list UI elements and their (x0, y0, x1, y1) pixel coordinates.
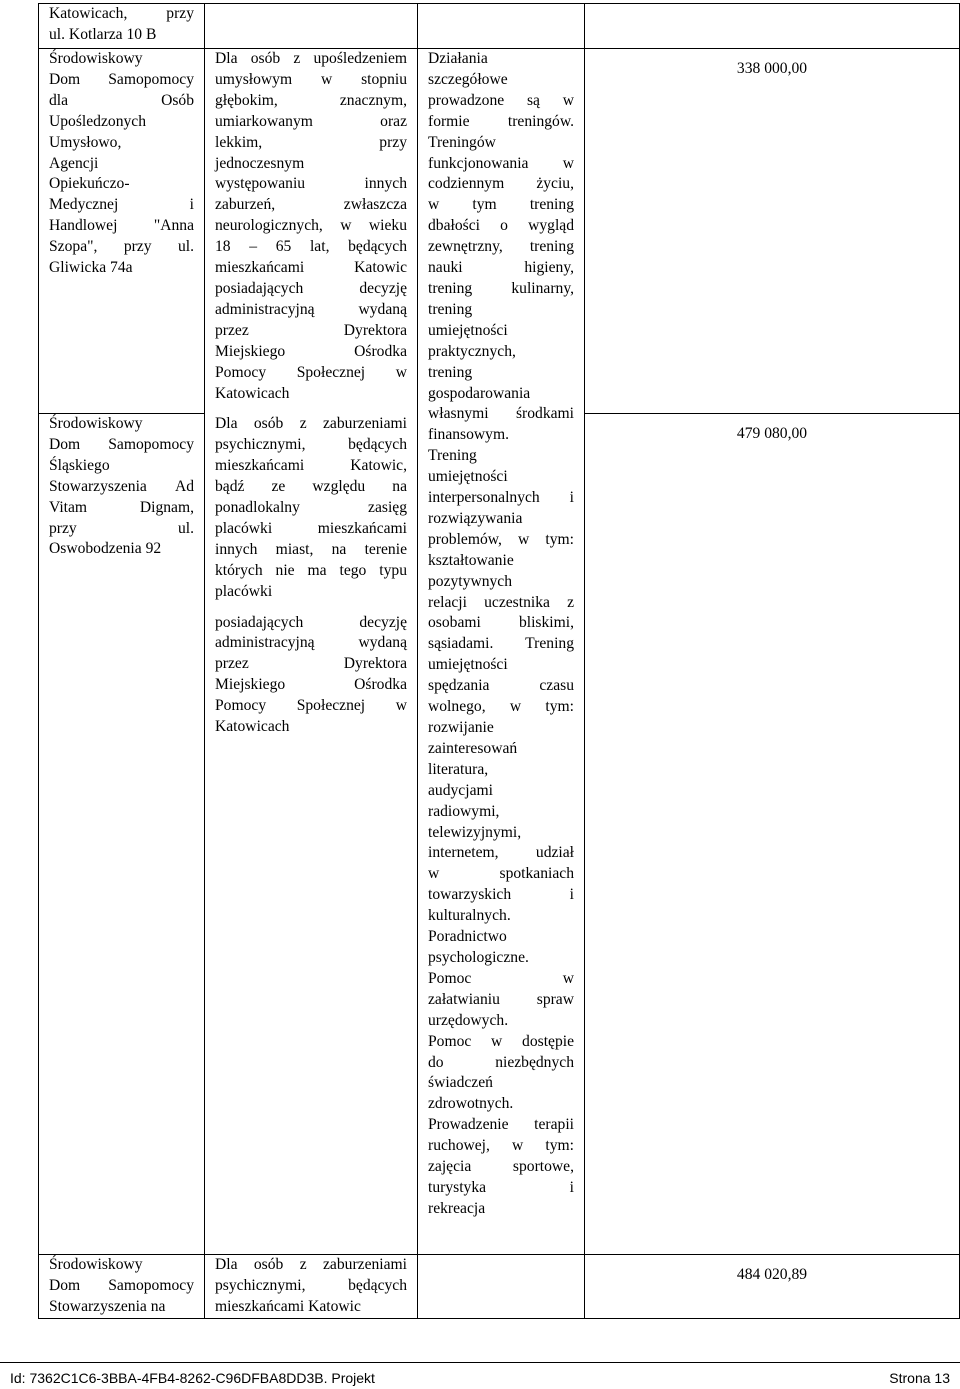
text-line: funkcjonowania w (428, 154, 574, 172)
text-line: Handlowej "Anna (49, 217, 194, 235)
text-line: urzędowych. (428, 1011, 509, 1029)
text-line: posiadających decyzję (215, 279, 407, 297)
table-row (39, 1255, 960, 1319)
activities-cell (418, 4, 585, 49)
text-line: zdrowotnych. (428, 1095, 514, 1113)
text-line: świadczeń (428, 1074, 493, 1092)
text-line: umiejętności (428, 321, 508, 339)
text-line: formie treningów. (428, 112, 574, 130)
text-line: Vitam Dignam, (49, 498, 194, 516)
amount-cell (585, 414, 960, 1255)
facility-cell (39, 414, 205, 1255)
text-line: Poradnictwo (428, 928, 507, 946)
text-line: Szopa", przy ul. (49, 238, 194, 256)
text-line: Środowiskowy (49, 1256, 143, 1273)
text-line: osobami bliskimi, (428, 614, 574, 632)
text-line: radiowymi, (428, 802, 500, 820)
text-line: prowadzone są w (428, 91, 574, 109)
text-line: Dla osób z upośledzeniem (215, 50, 407, 67)
text-line: ruchowej, w tym: (428, 1137, 574, 1155)
table-row (39, 4, 960, 49)
document-id: Id: 7362C1C6-3BBA-4FB4-8262-C96DFBA8DD3B. Projekt (10, 1370, 375, 1386)
text-line: rekreacja (428, 1199, 486, 1217)
activities-cell (418, 49, 585, 1255)
text-line: gospodarowania (428, 384, 531, 402)
text-line: Oswobodzenia 92 (49, 540, 162, 558)
text-line: w spotkaniach (428, 865, 574, 883)
text-line: umysłowym w stopniu (215, 70, 407, 88)
text-line: administracyjną wydaną (215, 300, 407, 318)
text-line: trening (428, 363, 473, 381)
text-line: Dom Samopomocy (49, 70, 194, 88)
text-line: załatwianiu spraw (428, 990, 574, 1008)
text-line: Dla osób z zaburzeniami (215, 415, 407, 433)
text-line: posiadających decyzję (215, 613, 407, 631)
text-line: Miejskiego Ośrodka (215, 676, 407, 694)
text-line: Miejskiego Ośrodka (215, 342, 407, 360)
text-line: mieszkańcami Katowic (215, 1297, 361, 1315)
text-line: dla Osób (49, 91, 194, 109)
text-line: turystyka i (428, 1178, 574, 1196)
beneficiary-cell (205, 1255, 418, 1319)
text-line: interpersonalnych i (428, 489, 574, 507)
text-line: Pomocy Społecznej w (215, 697, 407, 715)
text-line: Stowarzyszenia na (49, 1297, 166, 1315)
text-line: Dom Samopomocy (49, 1276, 194, 1294)
text-line: Dom Samopomocy (49, 435, 194, 453)
text-line: Dla osób z zaburzeniami (215, 1256, 407, 1273)
text-line: Katowicach, przy (49, 5, 194, 22)
text-line: telewizyjnymi, (428, 823, 522, 841)
text-line: Katowicach (215, 384, 290, 402)
text-line: mieszkańcami Katowic (215, 259, 407, 277)
text-line: umiarkowanym oraz (215, 112, 407, 130)
text-line: Medycznej i (49, 196, 194, 214)
text-line: jednoczesnym (215, 154, 305, 172)
amount-value: 479 080,00 (736, 425, 808, 442)
amount-cell (585, 49, 960, 414)
text-line: dbałości o wygląd (428, 217, 574, 235)
text-line: ponadlokalny zasięg (215, 499, 407, 517)
text-line: Pomocy Społecznej w (215, 363, 407, 381)
text-line: bądź ze względu na (215, 478, 407, 496)
services-table (38, 3, 960, 1319)
page-footer (0, 1366, 960, 1386)
text-line: placówki (215, 582, 273, 600)
text-line: własnymi środkami (428, 405, 574, 423)
text-line: występowaniu innych (215, 175, 407, 193)
text-line: codziennym życiu, (428, 175, 574, 193)
text-line: przez Dyrektora (215, 321, 407, 339)
text-line: administracyjną wydaną (215, 634, 407, 652)
text-line: psychicznymi, będących (215, 436, 407, 454)
text-line: innych miast, na terenie (215, 540, 407, 558)
text-line: głębokim, znacznym, (215, 91, 407, 109)
text-line: trening (428, 300, 473, 318)
text-line: Treningów (428, 133, 496, 151)
text-line: umiejętności (428, 468, 508, 486)
text-line: szczegółowe (428, 70, 508, 88)
amount-cell (585, 1255, 960, 1319)
text-line: przy ul. (49, 519, 194, 537)
text-line: Środowiskowy (49, 415, 143, 432)
text-line: psychologiczne. (428, 948, 529, 966)
text-line: zewnętrzny, trening (428, 238, 574, 256)
text-line: do niezbędnych (428, 1053, 574, 1071)
table-row (39, 49, 960, 414)
facility-cell (39, 49, 205, 414)
amount-value: 338 000,00 (736, 60, 808, 77)
text-line: internetem, udział (428, 844, 574, 862)
text-line: Katowicach (215, 718, 290, 736)
facility-cell (39, 1255, 205, 1319)
text-line: nauki higieny, (428, 259, 574, 277)
page-number: Strona 13 (889, 1370, 950, 1386)
text-line: zainteresowań (428, 739, 518, 757)
text-line: Prowadzenie terapii (428, 1116, 574, 1134)
text-line: zajęcia sportowe, (428, 1158, 574, 1176)
text-line: kształtowanie (428, 551, 514, 569)
amount-value: 484 020,89 (736, 1266, 808, 1283)
text-line: relacji uczestnika z (428, 593, 574, 611)
text-line: 18 – 65 lat, będących (215, 238, 407, 256)
text-line: ul. Kotlarza 10 B (49, 25, 157, 43)
text-line: Gliwicka 74a (49, 259, 133, 277)
amount-cell (585, 4, 960, 49)
text-line: psychicznymi, będących (215, 1276, 407, 1294)
text-line: Trening (428, 447, 477, 465)
text-line: rozwiązywania (428, 509, 523, 527)
text-line: przez Dyrektora (215, 655, 407, 673)
beneficiary-cell (205, 4, 418, 49)
text-line: Agencji (49, 154, 99, 172)
text-line: literatura, (428, 760, 489, 778)
text-line: Pomoc w (428, 969, 574, 987)
text-line: spędzania czasu (428, 677, 574, 695)
facility-cell (39, 4, 205, 49)
text-line: pozytywnych (428, 572, 513, 590)
text-line: audycjami (428, 781, 493, 799)
text-line: Środowiskowy (49, 50, 143, 67)
text-line: zaburzeń, zwłaszcza (215, 196, 407, 214)
text-line: kulturalnych. (428, 907, 511, 925)
text-line: placówki mieszkańcami (215, 519, 407, 537)
activities-cell (418, 1255, 585, 1319)
text-line: umiejętności (428, 656, 508, 674)
text-line: Śląskiego (49, 456, 110, 474)
text-line: wolnego, w tym: (428, 698, 574, 716)
text-line: Umysłowo, (49, 133, 122, 151)
text-line: neurologicznych, w wieku (215, 217, 407, 235)
text-line: Opiekuńczo- (49, 175, 130, 193)
text-line: rozwijanie (428, 719, 494, 736)
text-line: Działania (428, 50, 488, 67)
text-line: Stowarzyszenia Ad (49, 477, 194, 495)
text-line: praktycznych, (428, 342, 516, 360)
text-line: trening kulinarny, (428, 279, 574, 297)
text-line: towarzyskich i (428, 886, 574, 904)
text-line: mieszkańcami Katowic, (215, 457, 407, 475)
text-line: problemów, w tym: (428, 530, 574, 548)
beneficiary-cell (205, 49, 418, 1255)
text-line: których nie ma tego typu (215, 561, 407, 579)
text-line: finansowym. (428, 426, 509, 444)
text-line: sąsiadami. Trening (428, 635, 574, 653)
text-line: w tym trening (428, 196, 574, 214)
text-line: Pomoc w dostępie (428, 1032, 574, 1050)
text-line: lekkim, przy (215, 133, 407, 151)
text-line: Upośledzonych (49, 112, 147, 130)
footer-rule (0, 1362, 960, 1363)
